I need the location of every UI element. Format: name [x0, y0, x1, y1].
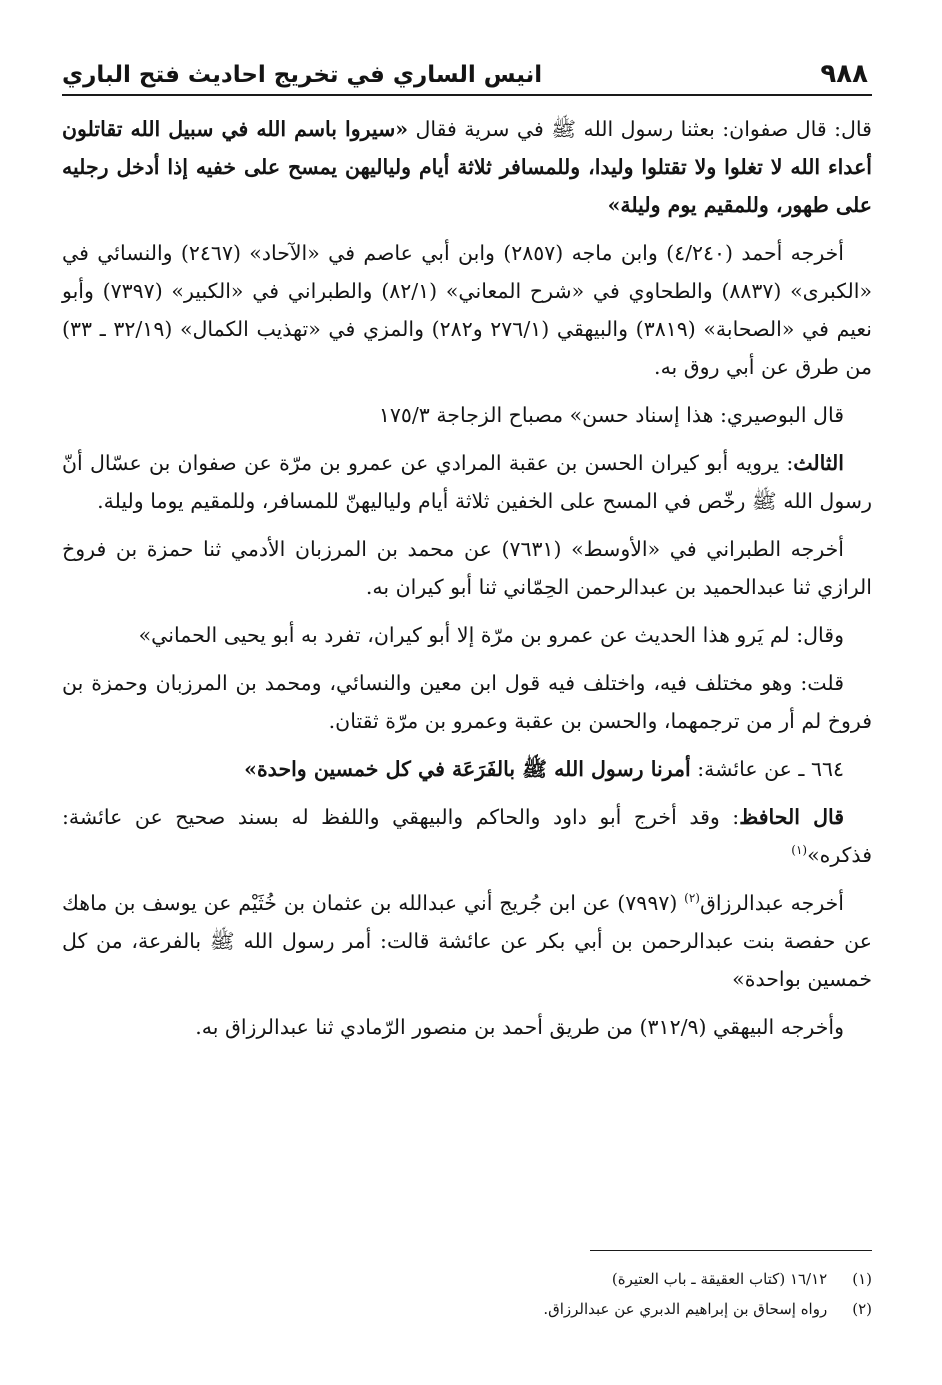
footnote-number: (٢) [852, 1300, 872, 1318]
footnote-number: (١) [852, 1270, 872, 1288]
main-text [62, 110, 872, 1056]
paragraph-text: : يرويه أبو كيران الحسن بن عقبة المرادي عن عمرو بن مرّة عن صفوان بن عسّال أنّ رسول الله ﷺ رخّص في المسح على الخفين ثلاثة أيام ولياليهنّ للمسافر، وللمقيم يوما وليلة. [62, 451, 872, 513]
hadith-quote: أمرنا رسول الله ﷺ بالفَرَعَة في كل خمسين واحدة» [244, 757, 691, 781]
paragraph-third-route [62, 444, 872, 520]
paragraph-takhrij: أخرجه أحمد (٤/٢٤٠) وابن ماجه (٢٨٥٧) وابن أبي عاصم في «الآحاد» (٢٤٦٧) والنسائي في «الكبرى» (٨٨٣٧) والطحاوي في «شرح المعاني» (٨٢/١) والطبراني في «الكبير» (٧٣٩٧) وأبو نعيم في «الصحابة» (٣٨١٩) والبيهقي (٢٧٦/١ و٢٨٢) والمزي في «تهذيب الكمال» (٣٢/١٩ ـ ٣٣) من طرق عن أبي روق به. [62, 241, 873, 379]
hadith-number-lead: ٦٦٤ ـ عن عائشة: [690, 757, 844, 781]
page-number: ٩٨٨ [820, 59, 868, 89]
paragraph-text: : وقد أخرج أبو داود والحاكم والبيهقي واللفظ له بسند صحيح عن عائشة: فذكره» [62, 805, 872, 867]
footnote-text: رواه إسحاق بن إبراهيم الدبري عن عبدالرزاق. [543, 1300, 828, 1318]
paragraph-bayhaqi: وأخرجه البيهقي (٣١٢/٩) من طريق أحمد بن منصور الرّمادي ثنا عبدالرزاق به. [195, 1015, 844, 1039]
hadith-quote: «سيروا باسم الله في سبيل الله تقاتلون أعداء الله لا تغلوا ولا تقتلوا وليدا، وللمسافر ثلاثة أيام ولياليهن يمسح على خفيه إذا أدخل رجليه على طهور، وللمقيم يوم وليلة» [62, 117, 872, 217]
paragraph-author-note: قلت: وهو مختلف فيه، واختلف فيه قول ابن معين والنسائي، ومحمد بن المرزبان وحمزة بن فروخ لم أر من ترجمهما، والحسن بن عقبة وعمرو بن مرّة ثقتان. [62, 671, 872, 733]
paragraph-tabarani: أخرجه الطبراني في «الأوسط» (٧٦٣١) عن محمد بن المرزبان الأدمي ثنا حمزة بن فروخ الرازي ثنا عبدالحميد بن عبدالرحمن الحِمّاني ثنا أبو كيران به. [62, 537, 872, 599]
paragraph-lead: أخرجه عبدالرزاق [699, 891, 845, 915]
paragraph-lead: قال: قال صفوان: بعثنا رسول الله ﷺ في سرية فقال [408, 117, 872, 141]
footnote-marker[interactable]: (١) [791, 843, 808, 858]
footnote-item [62, 1264, 872, 1294]
footnote-list [62, 1264, 872, 1324]
paragraph-text: (٧٩٩٧) عن ابن جُريج أني عبدالله بن عثمان بن خُثَيْم عن يوسف بن ماهك عن حفصة بنت عبدالرحمن بن أبي بكر عن عائشة قالت: أمر رسول الله ﷺ بالفرعة، من كل خمسين بواحدة» [62, 891, 872, 991]
section-label: قال الحافظ [739, 805, 845, 829]
paragraph-tabarani-comment: وقال: لم يَرو هذا الحديث عن عمرو بن مرّة إلا أبو كيران، تفرد به أبو يحيى الحماني» [138, 623, 844, 647]
footnote-divider [590, 1250, 872, 1251]
footnote-text: ١٦/١٢ (كتاب العقيقة ـ باب العتيرة) [611, 1270, 828, 1288]
paragraph-hadith-664 [62, 750, 872, 788]
section-label: الثالث [793, 451, 844, 475]
paragraph-hadith-safwan [62, 110, 872, 224]
paragraph-busiri: قال البوصيري: هذا إسناد حسن» مصباح الزجاجة ١٧٥/٣ [378, 403, 844, 427]
page-header [62, 54, 872, 96]
paragraph-abdulrazzaq [62, 884, 872, 998]
footnote-item [62, 1294, 872, 1324]
running-title: انيس الساري في تخريج احاديث فتح الباري [62, 62, 543, 88]
footnote-marker[interactable]: (٢) [684, 891, 700, 906]
paragraph-hafiz [62, 798, 872, 874]
